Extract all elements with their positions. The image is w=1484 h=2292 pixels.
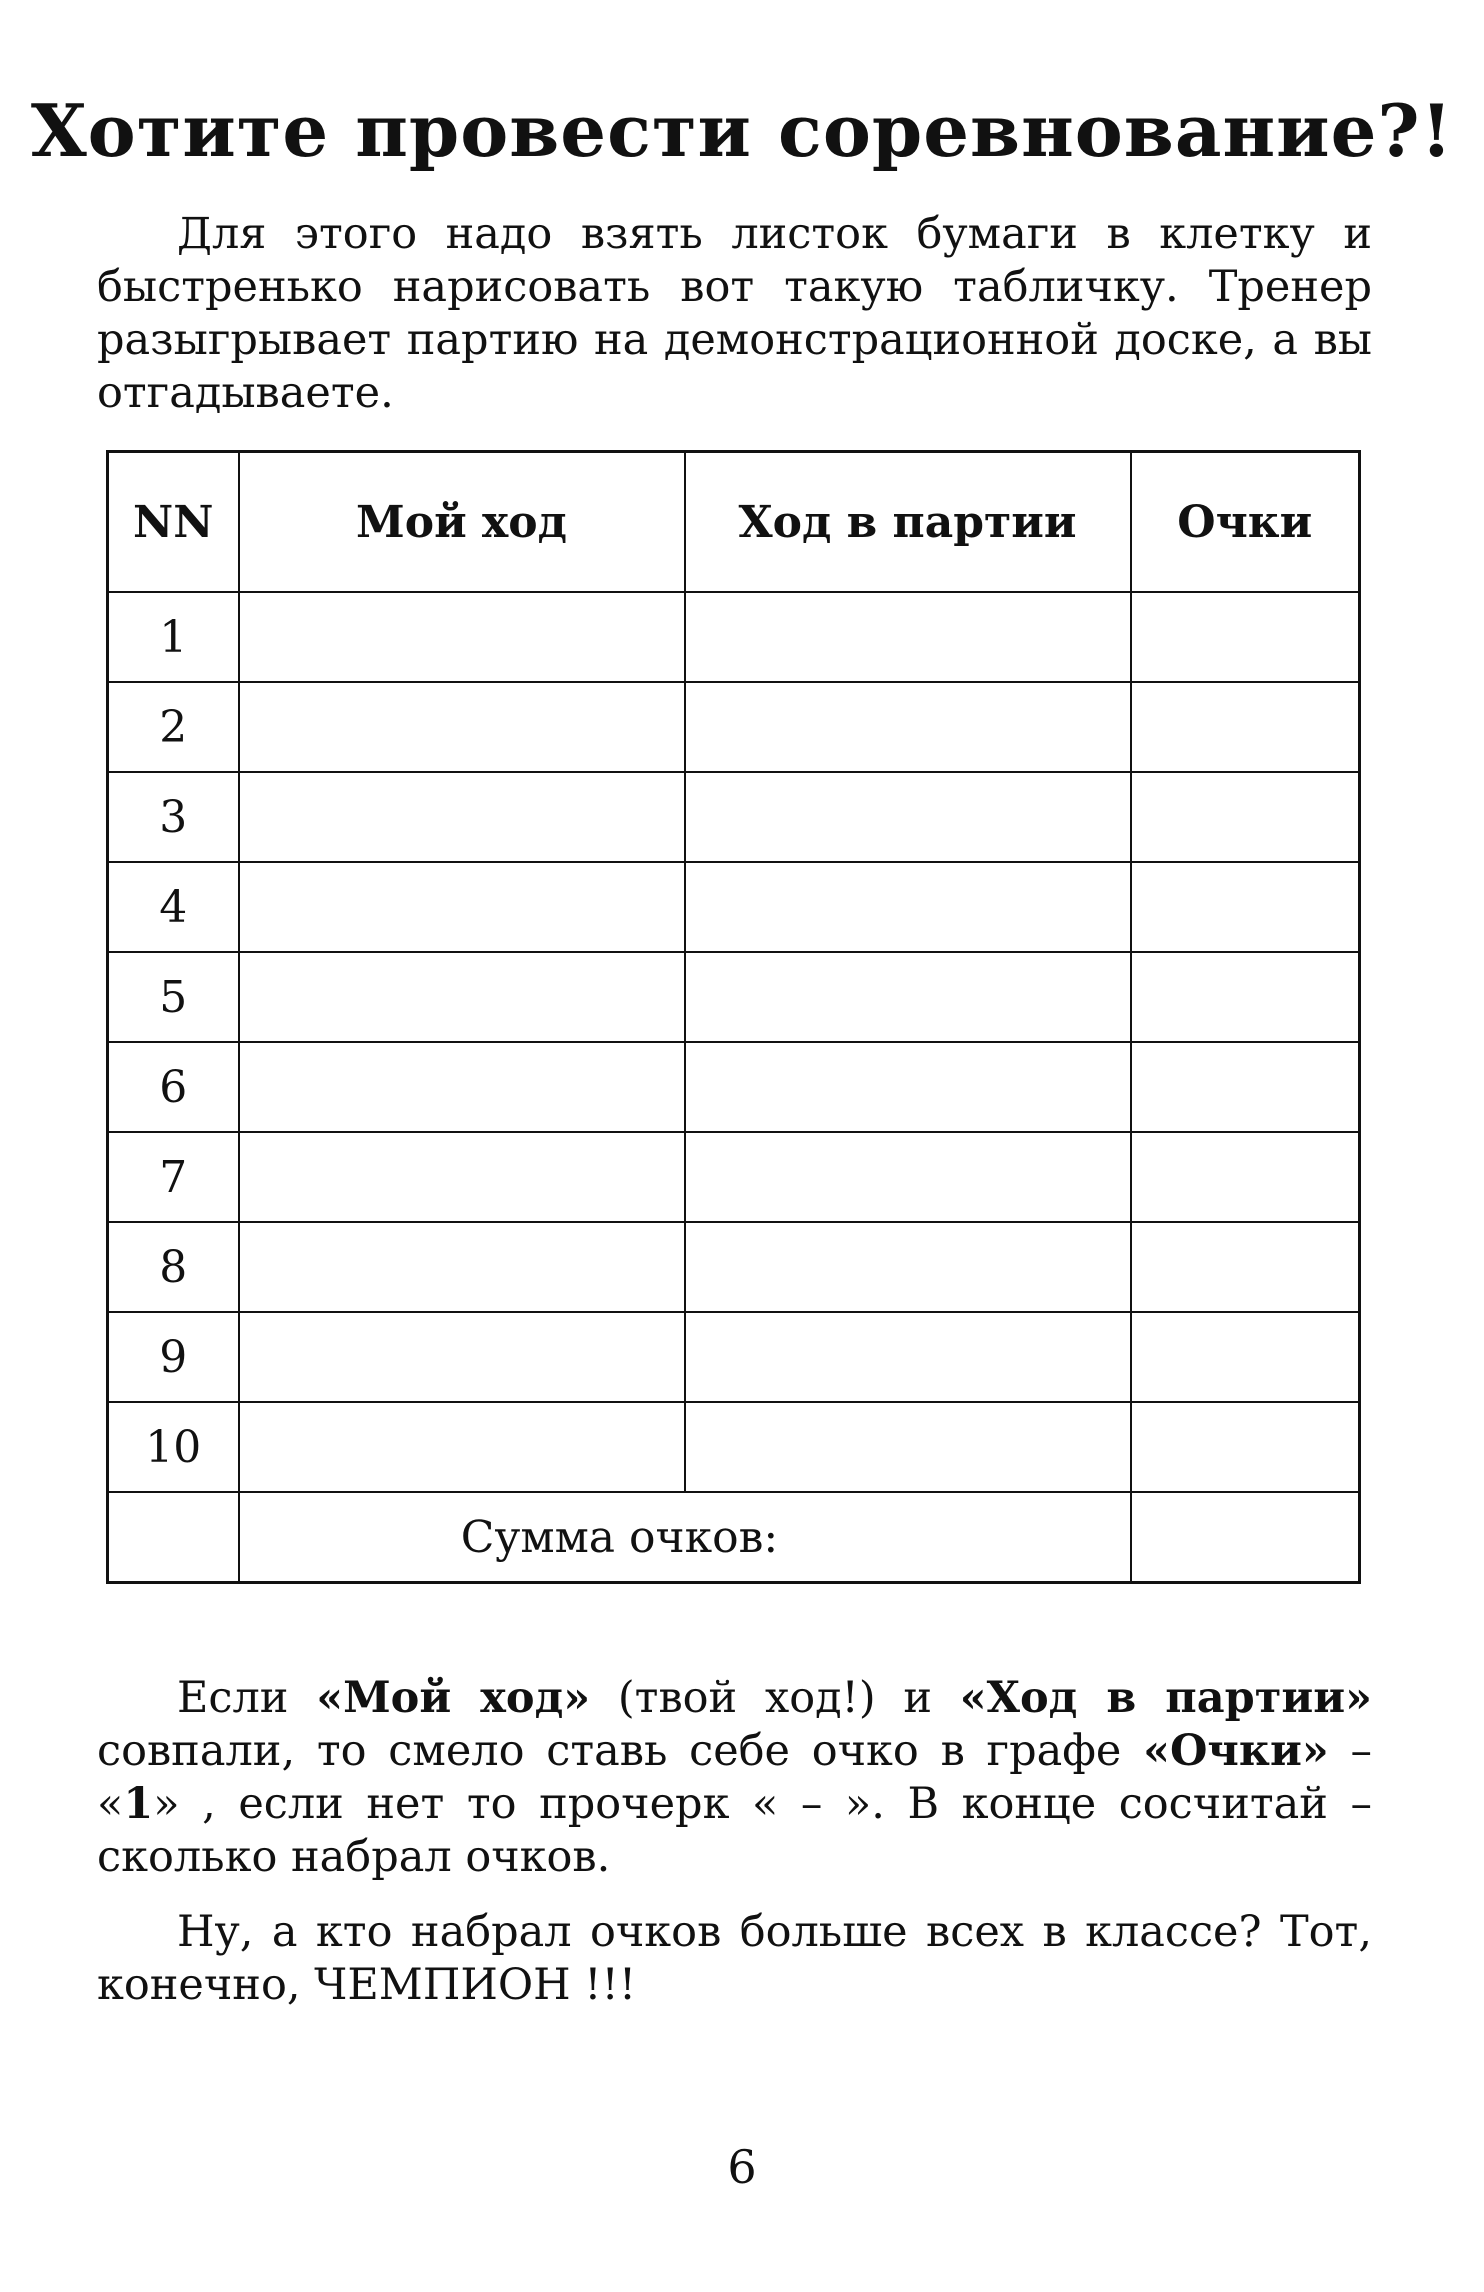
table-row <box>108 1222 1360 1312</box>
row-number: 3 <box>108 772 239 862</box>
sum-empty-cell <box>108 1492 239 1583</box>
rules-bold-points: «Очки» <box>1143 1726 1329 1776</box>
my-move-cell <box>239 1402 685 1492</box>
my-move-cell <box>239 1222 685 1312</box>
rules-text: совпали, то смело ставь себе очко в графе <box>97 1726 1144 1776</box>
my-move-cell <box>239 862 685 952</box>
table-row <box>108 862 1360 952</box>
sum-points-cell <box>1131 1492 1360 1583</box>
points-cell <box>1131 1132 1360 1222</box>
game-move-cell <box>685 1132 1131 1222</box>
table-row <box>108 1312 1360 1402</box>
my-move-cell <box>239 1042 685 1132</box>
row-number: 8 <box>108 1222 239 1312</box>
header-nn: NN <box>108 452 239 593</box>
game-move-cell <box>685 592 1131 682</box>
table-row <box>108 682 1360 772</box>
points-cell <box>1131 1312 1360 1402</box>
points-cell <box>1131 682 1360 772</box>
row-number: 9 <box>108 1312 239 1402</box>
row-number: 6 <box>108 1042 239 1132</box>
score-table <box>106 450 1361 1584</box>
table-row <box>108 772 1360 862</box>
game-move-cell <box>685 772 1131 862</box>
points-cell <box>1131 862 1360 952</box>
final-paragraph: Ну, а кто набрал очков больше всех в классе? Тот, конечно, ЧЕМПИОН !!! <box>97 1907 1372 2010</box>
sum-row <box>108 1492 1360 1583</box>
points-cell <box>1131 1402 1360 1492</box>
page-number: 6 <box>727 2140 757 2194</box>
table-row <box>108 1132 1360 1222</box>
row-number: 1 <box>108 592 239 682</box>
rules-bold-one: 1 <box>123 1779 154 1829</box>
my-move-cell <box>239 952 685 1042</box>
game-move-cell <box>685 862 1131 952</box>
rules-paragraph <box>97 1672 1372 1884</box>
points-cell <box>1131 1222 1360 1312</box>
row-number: 5 <box>108 952 239 1042</box>
my-move-cell <box>239 1312 685 1402</box>
my-move-cell <box>239 772 685 862</box>
points-cell <box>1131 592 1360 682</box>
rules-bold-my-move: «Мой ход» <box>316 1673 591 1723</box>
header-my-move: Мой ход <box>239 452 685 593</box>
points-cell <box>1131 1042 1360 1132</box>
my-move-cell <box>239 1132 685 1222</box>
header-game-move: Ход в партии <box>685 452 1131 593</box>
table-row <box>108 952 1360 1042</box>
row-number: 4 <box>108 862 239 952</box>
game-move-cell <box>685 1312 1131 1402</box>
game-move-cell <box>685 682 1131 772</box>
rules-text: (твой ход!) и <box>590 1673 960 1723</box>
rules-text: » , если нет то прочерк « – ». В конце сосчитай – сколько набрал очков. <box>97 1779 1372 1882</box>
table-row <box>108 1402 1360 1492</box>
rules-text: Если <box>177 1673 317 1723</box>
row-number: 10 <box>108 1402 239 1492</box>
table-row <box>108 592 1360 682</box>
my-move-cell <box>239 682 685 772</box>
game-move-cell <box>685 1402 1131 1492</box>
intro-paragraph: Для этого надо взять листок бумаги в клетку и быстренько нарисовать вот такую табличку. Тренер разыгрывает партию на демонстрационной доске, а вы отгадываете. <box>97 209 1372 418</box>
game-move-cell <box>685 952 1131 1042</box>
sum-label: Сумма очков: <box>239 1492 1131 1583</box>
points-cell <box>1131 772 1360 862</box>
row-number: 2 <box>108 682 239 772</box>
page-title: Хотите провести соревнование?! <box>30 88 1454 173</box>
my-move-cell <box>239 592 685 682</box>
row-number: 7 <box>108 1132 239 1222</box>
game-move-cell <box>685 1222 1131 1312</box>
table-header-row <box>108 452 1360 593</box>
game-move-cell <box>685 1042 1131 1132</box>
header-points: Очки <box>1131 452 1360 593</box>
points-cell <box>1131 952 1360 1042</box>
rules-bold-game-move: «Ход в партии» <box>959 1673 1372 1723</box>
rules-text: – « <box>97 1726 1372 1829</box>
table-row <box>108 1042 1360 1132</box>
